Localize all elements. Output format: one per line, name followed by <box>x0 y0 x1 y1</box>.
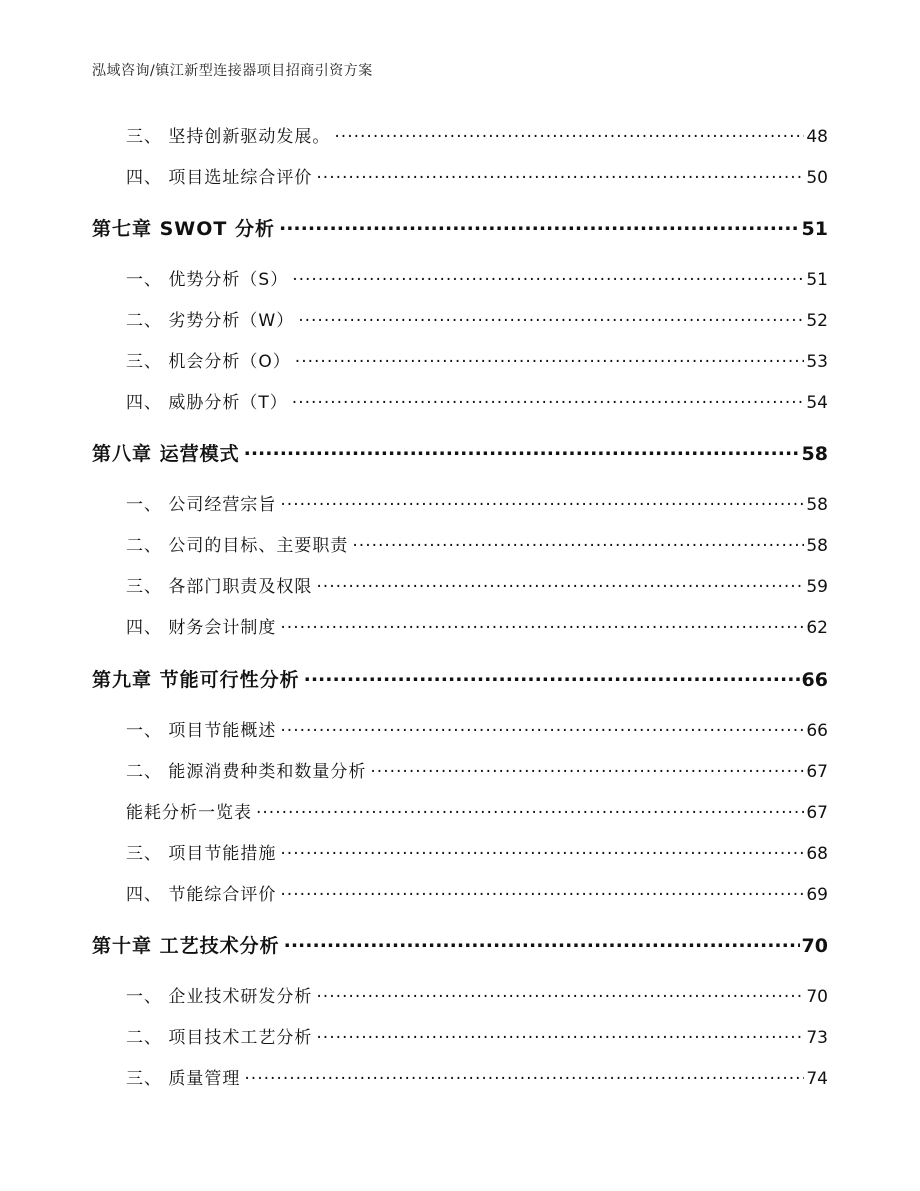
toc-dot-leader <box>280 883 804 900</box>
toc-section-entry[interactable] <box>126 265 828 290</box>
toc-entry-page-number: 50 <box>806 168 828 188</box>
toc-entry-title: 一、 优势分析（S） <box>126 270 289 290</box>
toc-entry-title: 能耗分析一览表 <box>126 803 252 823</box>
toc-dot-leader <box>370 760 804 777</box>
toc-dot-leader <box>280 842 804 859</box>
toc-dot-leader <box>292 391 805 408</box>
toc-dot-leader <box>284 933 800 952</box>
toc-entry-title: 三、 坚持创新驱动发展。 <box>126 127 331 147</box>
toc-section-entry[interactable] <box>126 347 828 372</box>
toc-entry-page-number: 58 <box>806 495 828 515</box>
toc-entry-title: 四、 节能综合评价 <box>126 885 277 905</box>
toc-entry-page-number: 51 <box>801 218 828 240</box>
toc-entry-title: 一、 企业技术研发分析 <box>126 987 313 1007</box>
toc-entry-title: 三、 机会分析（O） <box>126 352 291 372</box>
toc-entry-title: 四、 项目选址综合评价 <box>126 168 313 188</box>
toc-entry-title: 第九章 节能可行性分析 <box>92 669 300 691</box>
toc-section-entry[interactable] <box>126 122 828 147</box>
toc-dot-leader <box>298 309 804 326</box>
page-header: 泓域咨询/镇江新型连接器项目招商引资方案 <box>92 63 373 79</box>
toc-chapter-entry[interactable] <box>92 439 828 466</box>
toc-entry-title: 二、 劣势分析（W） <box>126 311 295 331</box>
toc-section-entry[interactable] <box>126 613 828 638</box>
toc-dot-leader <box>280 493 804 510</box>
toc-entry-page-number: 68 <box>806 844 828 864</box>
toc-dot-leader <box>279 216 800 235</box>
toc-section-entry[interactable] <box>126 880 828 905</box>
toc-entry-title: 四、 财务会计制度 <box>126 618 277 638</box>
toc-section-entry[interactable] <box>126 1023 828 1048</box>
toc-entry-page-number: 62 <box>806 618 828 638</box>
toc-entry-title: 三、 项目节能措施 <box>126 844 277 864</box>
toc-dot-leader <box>316 985 804 1002</box>
toc-section-entry[interactable] <box>126 531 828 556</box>
toc-chapter-entry[interactable] <box>92 931 828 958</box>
toc-entry-title: 第八章 运营模式 <box>92 443 240 465</box>
toc-entry-page-number: 74 <box>806 1069 828 1089</box>
toc-entry-page-number: 53 <box>806 352 828 372</box>
toc-dot-leader <box>280 719 804 736</box>
toc-entry-page-number: 59 <box>806 577 828 597</box>
toc-entry-page-number: 69 <box>806 885 828 905</box>
toc-entry-title: 二、 公司的目标、主要职责 <box>126 536 349 556</box>
toc-dot-leader <box>304 667 800 686</box>
toc-dot-leader <box>244 1067 804 1084</box>
toc-dot-leader <box>244 441 800 460</box>
toc-dot-leader <box>334 125 804 142</box>
toc-dot-leader <box>316 1026 804 1043</box>
toc-entry-title: 二、 项目技术工艺分析 <box>126 1028 313 1048</box>
toc-section-entry[interactable] <box>126 572 828 597</box>
toc-section-entry[interactable] <box>126 757 828 782</box>
toc-entry-page-number: 66 <box>806 721 828 741</box>
toc-section-entry[interactable] <box>126 839 828 864</box>
toc-entry-page-number: 66 <box>801 669 828 691</box>
toc-chapter-entry[interactable] <box>92 214 828 241</box>
toc-dot-leader <box>316 575 804 592</box>
toc-entry-title: 四、 威胁分析（T） <box>126 393 288 413</box>
toc-dot-leader <box>292 268 804 285</box>
toc-section-entry[interactable] <box>126 306 828 331</box>
toc-entry-page-number: 51 <box>806 270 828 290</box>
toc-entry-title: 第七章 SWOT 分析 <box>92 218 275 240</box>
toc-section-entry[interactable] <box>126 1064 828 1089</box>
toc-entry-title: 一、 公司经营宗旨 <box>126 495 277 515</box>
toc-section-entry[interactable] <box>126 490 828 515</box>
toc-dot-leader <box>280 616 804 633</box>
toc-dot-leader <box>256 801 804 818</box>
toc-chapter-entry[interactable] <box>92 665 828 692</box>
toc-section-entry[interactable] <box>126 982 828 1007</box>
toc-entry-page-number: 67 <box>806 803 828 823</box>
toc-entry-title: 二、 能源消费种类和数量分析 <box>126 762 367 782</box>
toc-dot-leader <box>352 534 804 551</box>
toc-section-entry[interactable] <box>126 798 828 823</box>
toc-entry-page-number: 52 <box>806 311 828 331</box>
toc-section-entry[interactable] <box>126 716 828 741</box>
toc-entry-page-number: 54 <box>806 393 828 413</box>
toc-dot-leader <box>295 350 805 367</box>
toc-dot-leader <box>316 166 804 183</box>
toc-entry-page-number: 48 <box>806 127 828 147</box>
toc-entry-page-number: 70 <box>806 987 828 1007</box>
toc-entry-page-number: 73 <box>806 1028 828 1048</box>
toc-section-entry[interactable] <box>126 388 828 413</box>
toc-entry-page-number: 67 <box>806 762 828 782</box>
toc-section-entry[interactable] <box>126 163 828 188</box>
toc-entry-title: 一、 项目节能概述 <box>126 721 277 741</box>
toc-entry-page-number: 58 <box>801 443 828 465</box>
toc-entry-page-number: 70 <box>801 935 828 957</box>
toc-entry-title: 三、 质量管理 <box>126 1069 241 1089</box>
toc-entry-title: 第十章 工艺技术分析 <box>92 935 280 957</box>
toc-entry-page-number: 58 <box>806 536 828 556</box>
toc-entry-title: 三、 各部门职责及权限 <box>126 577 313 597</box>
